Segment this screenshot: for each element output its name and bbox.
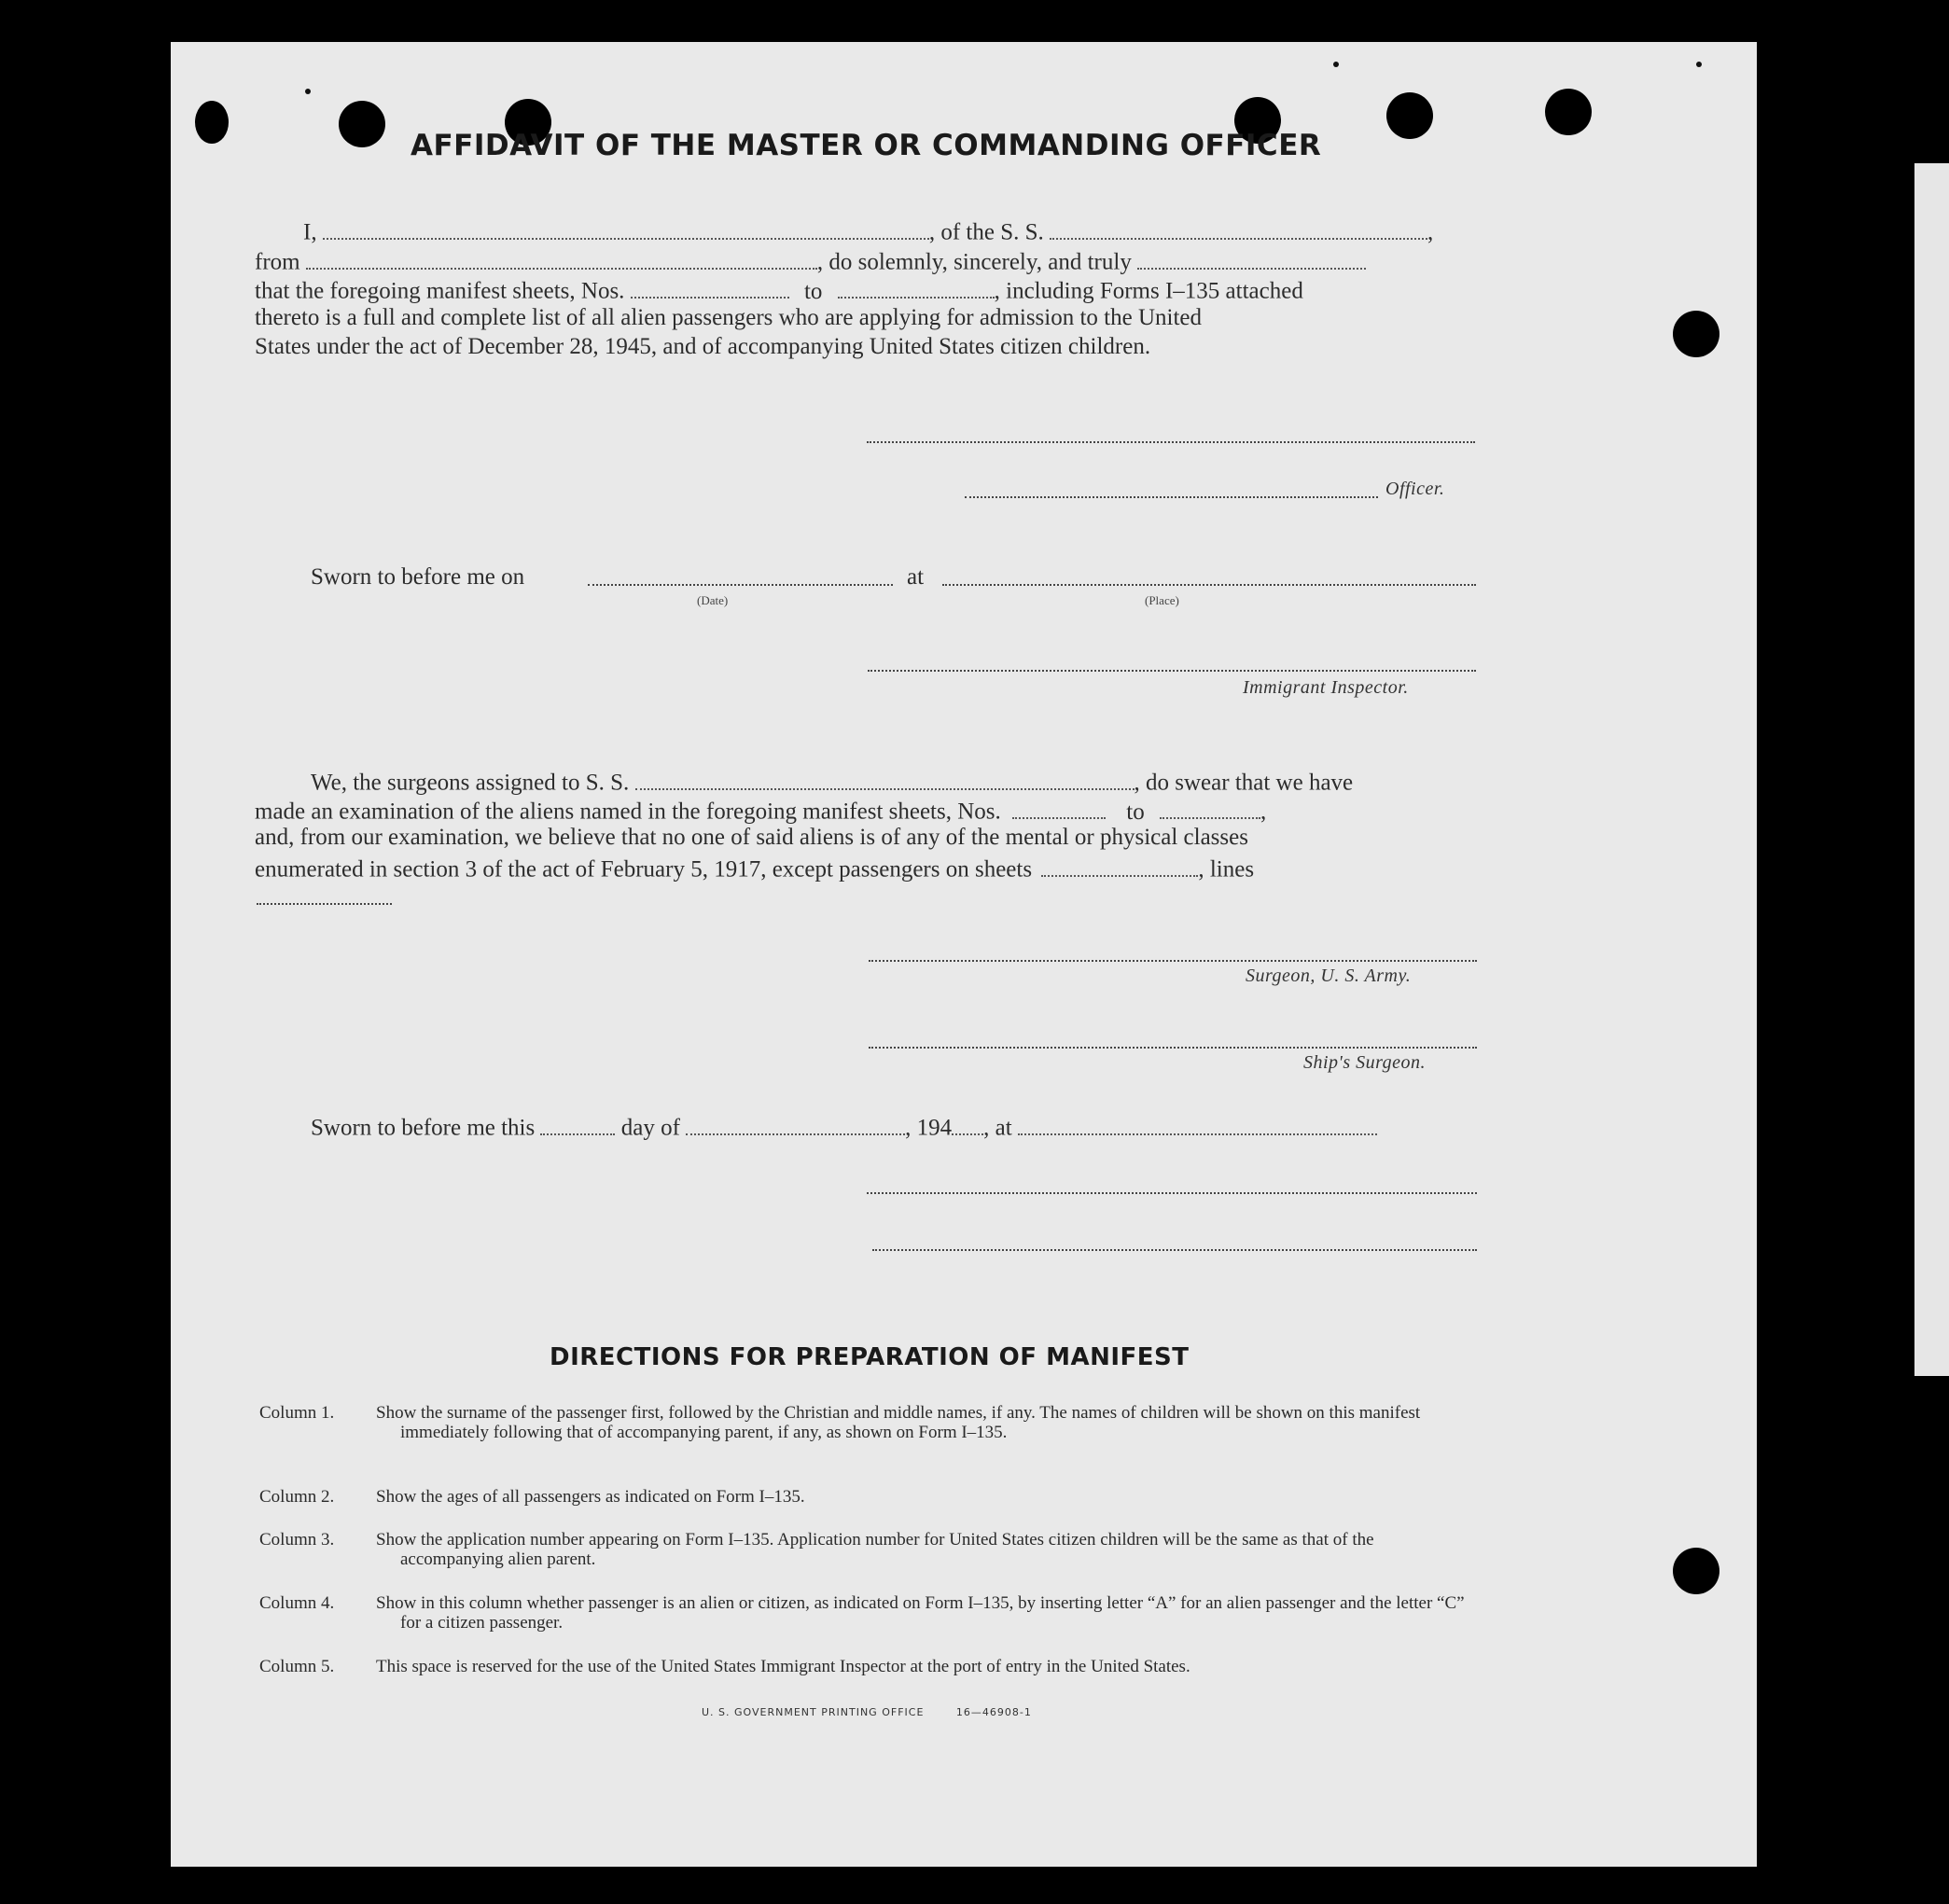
affidavit-line-4: thereto is a full and complete list of all alien passengers who are applying for admission to the United bbox=[255, 305, 1203, 330]
surgeons-enumerated: enumerated in section 3 of the act of February 5, 1917, except passengers on sheets bbox=[255, 856, 1033, 883]
sworn-day-field[interactable] bbox=[540, 1112, 615, 1135]
inspector-caption: Immigrant Inspector. bbox=[1243, 677, 1409, 698]
sheet-to-field[interactable] bbox=[838, 275, 995, 299]
surgeons-line-3: and, from our examination, we believe that no one of said aliens is of any of the mental or physical classes bbox=[255, 825, 1248, 850]
column-3-label: Column 3. bbox=[259, 1530, 335, 1550]
sworn-master-at: at bbox=[907, 564, 925, 590]
affidavit-title: AFFIDAVIT OF THE MASTER OR COMMANDING OFFICER bbox=[411, 129, 1322, 162]
speck bbox=[305, 89, 311, 94]
surgeons-sheet-from-field[interactable] bbox=[1012, 796, 1106, 819]
master-name-field[interactable] bbox=[323, 216, 929, 240]
ships-surgeon-signature-line[interactable] bbox=[869, 1047, 1477, 1049]
sworn-day-of: day of bbox=[620, 1115, 680, 1141]
surgeons-examination: made an examination of the aliens named in the foregoing manifest sheets, Nos. bbox=[255, 799, 1001, 825]
punch-hole bbox=[1545, 89, 1592, 135]
surgeons-line-2 bbox=[255, 796, 1266, 826]
column-4-instruction: Show in this column whether passenger is an alien or citizen, as indicated on Form I–135, by inserting letter “A” for an alien passenger and the letter “C” for a citizen passenger. bbox=[376, 1593, 1465, 1633]
sworn-surgeons-line bbox=[311, 1112, 1377, 1142]
printer-footer bbox=[702, 1706, 1032, 1718]
punch-hole bbox=[195, 101, 229, 144]
ships-surgeon-caption: Ship's Surgeon. bbox=[1303, 1052, 1427, 1073]
affidavit-of-ss: , of the S. S. bbox=[928, 219, 1044, 245]
sworn-master-prefix: Sworn to before me on bbox=[311, 564, 525, 590]
surgeons-assigned: We, the surgeons assigned to S. S. bbox=[311, 770, 630, 796]
sworn-surgeons-prefix: Sworn to before me this bbox=[311, 1115, 536, 1141]
column-5-label: Column 5. bbox=[259, 1657, 335, 1676]
sworn-year: , 194 bbox=[905, 1115, 953, 1141]
surgeons-sheet-to-field[interactable] bbox=[1160, 796, 1260, 819]
column-5-text bbox=[376, 1657, 1482, 1676]
punch-hole bbox=[339, 101, 385, 147]
printer-name: U. S. GOVERNMENT PRINTING OFFICE bbox=[702, 1706, 925, 1718]
excepted-lines-field[interactable] bbox=[257, 903, 392, 905]
army-surgeon-signature-line[interactable] bbox=[869, 960, 1477, 962]
comma: , bbox=[1260, 799, 1267, 825]
column-3-text bbox=[376, 1530, 1482, 1569]
adjacent-page-edge bbox=[1914, 163, 1949, 1376]
affidavit-line-5: States under the act of December 28, 1945, and of accompanying United States citizen children. bbox=[255, 334, 1151, 359]
affidavit-solemnly: , do solemnly, sincerely, and truly bbox=[816, 249, 1132, 275]
sworn-place-field[interactable] bbox=[942, 584, 1476, 586]
affidavit-sheets: that the foregoing manifest sheets, Nos. bbox=[255, 278, 625, 304]
excepted-sheets-field[interactable] bbox=[1041, 854, 1198, 877]
inspector-title-line[interactable] bbox=[872, 1249, 1477, 1251]
sworn-surgeons-at: , at bbox=[983, 1115, 1012, 1141]
punch-hole bbox=[1673, 311, 1719, 357]
punch-hole bbox=[1386, 92, 1433, 139]
speck bbox=[1333, 62, 1339, 67]
affidavit-i: I, bbox=[303, 219, 317, 245]
surgeons-ship-field[interactable] bbox=[635, 767, 1135, 790]
officer-signature-line-2[interactable] bbox=[965, 496, 1378, 498]
column-1-text bbox=[376, 1403, 1482, 1442]
punch-hole bbox=[1673, 1548, 1719, 1594]
column-1-instruction: Show the surname of the passenger first, followed by the Christian and middle names, if any. The names of children will be shown on this manifest immediately following that of accompanying parent, if any, as shown on Form I–135. bbox=[376, 1403, 1421, 1442]
affidavit-line-1 bbox=[303, 216, 1433, 246]
officer-signature-line-1[interactable] bbox=[867, 441, 1475, 443]
comma: , bbox=[1427, 219, 1434, 245]
column-1-label: Column 1. bbox=[259, 1403, 335, 1423]
affidavit-from: from bbox=[255, 249, 300, 275]
affidavit-line-3 bbox=[255, 275, 1303, 305]
sworn-year-field[interactable] bbox=[952, 1112, 983, 1135]
ship-name-field[interactable] bbox=[1050, 216, 1427, 240]
column-4-label: Column 4. bbox=[259, 1593, 335, 1613]
sheet-from-field[interactable] bbox=[631, 275, 789, 299]
column-2-instruction: Show the ages of all passengers as indicated on Form I–135. bbox=[376, 1487, 805, 1507]
to-label: to bbox=[803, 278, 823, 304]
speck bbox=[1696, 62, 1702, 67]
port-from-field[interactable] bbox=[306, 246, 817, 270]
column-2-label: Column 2. bbox=[259, 1487, 335, 1507]
sworn-surgeons-place-field[interactable] bbox=[1018, 1112, 1377, 1135]
surgeons-swear: , do swear that we have bbox=[1134, 770, 1354, 796]
inspector-signature-line-2[interactable] bbox=[867, 1192, 1477, 1194]
surgeons-line-4 bbox=[255, 854, 1254, 883]
date-caption: (Date) bbox=[697, 593, 729, 607]
army-surgeon-caption: Surgeon, U. S. Army. bbox=[1246, 966, 1412, 986]
column-4-text bbox=[376, 1593, 1482, 1633]
place-caption: (Place) bbox=[1145, 593, 1179, 607]
affidavit-forms: , including Forms I–135 attached bbox=[994, 278, 1303, 304]
sworn-date-field[interactable] bbox=[588, 584, 893, 586]
officer-caption: Officer. bbox=[1385, 479, 1445, 499]
to-label: to bbox=[1126, 799, 1145, 825]
directions-title: DIRECTIONS FOR PREPARATION OF MANIFEST bbox=[550, 1343, 1190, 1371]
column-2-text bbox=[376, 1487, 1482, 1507]
column-5-instruction: This space is reserved for the use of the United States Immigrant Inspector at the port of entry in the United States. bbox=[376, 1657, 1190, 1676]
sworn-month-field[interactable] bbox=[686, 1112, 905, 1135]
form-number: 16—46908-1 bbox=[955, 1706, 1032, 1718]
surgeons-line-1 bbox=[311, 767, 1353, 797]
inspector-signature-line[interactable] bbox=[868, 670, 1476, 672]
surgeons-lines: , lines bbox=[1198, 856, 1255, 883]
oath-field[interactable] bbox=[1137, 246, 1366, 270]
affidavit-line-2 bbox=[255, 246, 1366, 276]
column-3-instruction: Show the application number appearing on Form I–135. Application number for United States citizen children will be the same as that of the accompanying alien parent. bbox=[376, 1530, 1374, 1569]
